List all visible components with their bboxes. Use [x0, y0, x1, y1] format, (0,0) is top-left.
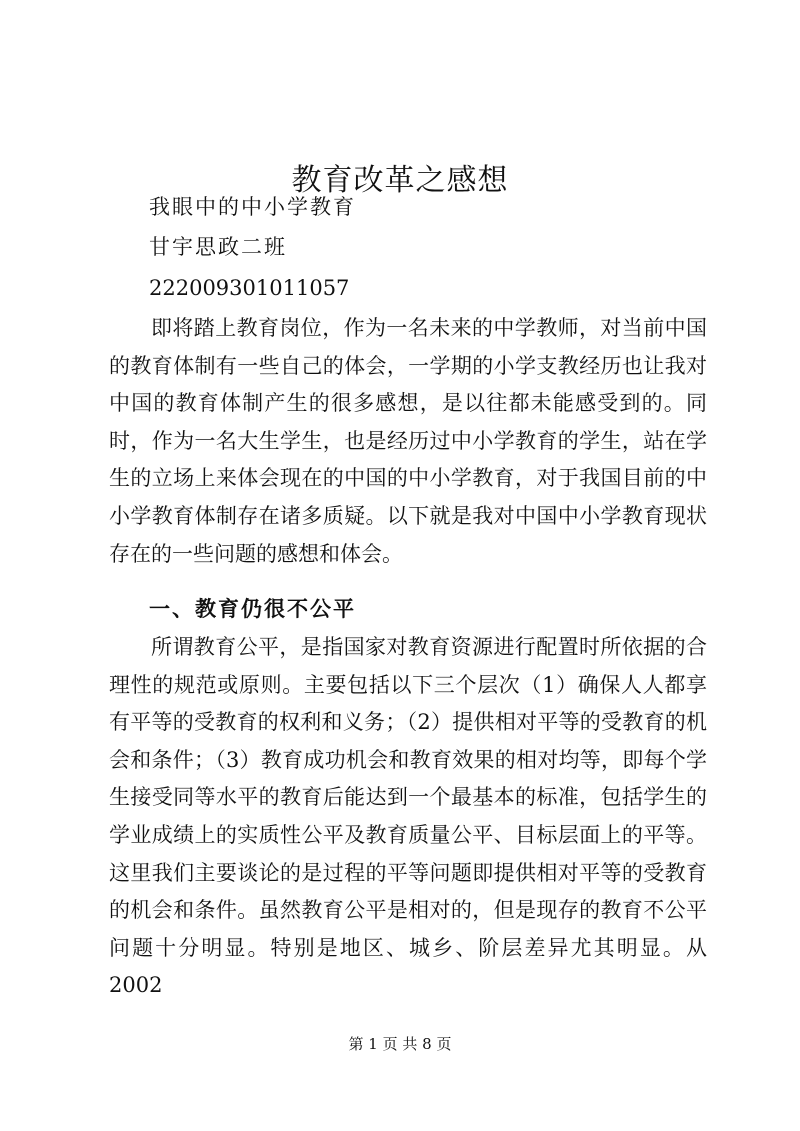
student-id: 222009301011057 [149, 276, 350, 300]
section-heading-1: 一、教育仍很不公平 [149, 596, 356, 621]
paragraph-education-fairness: 所谓教育公平，是指国家对教育资源进行配置时所依据的合理性的规范或原则。主要包括以下三个层次（1）确保人人都享有平等的受教育的权利和义务；（2）提供相对平等的受教育的机会和条件；（3）教育成功机会和教育效果的相对均等，即每个学生接受同等水平的教育后能达到一个最基本的标准，包括学生的学业成绩上的实质性公平及教育质量公平、目标层面上的平等。这里我们主要谈论的是过程的平等问题即提供相对平等的受教育的机会和条件。虽然教育公平是相对的，但是现存的教育不公平问题十分明显。特别是地区、城乡、阶层差异尤其明显。从2002 [109, 635, 707, 998]
paragraph-intro: 即将踏上教育岗位，作为一名未来的中学教师，对当前中国的教育体制有一些自己的体会，一学期的小学支教经历也让我对中国的教育体制产生的很多感想，是以往都未能感受到的。同时，作为一名大生学生，也是经历过中小学教育的学生，站在学生的立场上来体会现在的中国的中小学教育，对于我国目前的中小学教育体制存在诸多质疑。以下就是我对中国中小学教育现状存在的一些问题的感想和体会。 [109, 316, 707, 566]
document-title: 教育改革之感想 [291, 163, 509, 199]
page-footer: 第 1 页 共 8 页 [348, 1035, 452, 1053]
author-class: 甘宇思政二班 [149, 235, 287, 259]
document-subtitle: 我眼中的中小学教育 [149, 195, 356, 219]
